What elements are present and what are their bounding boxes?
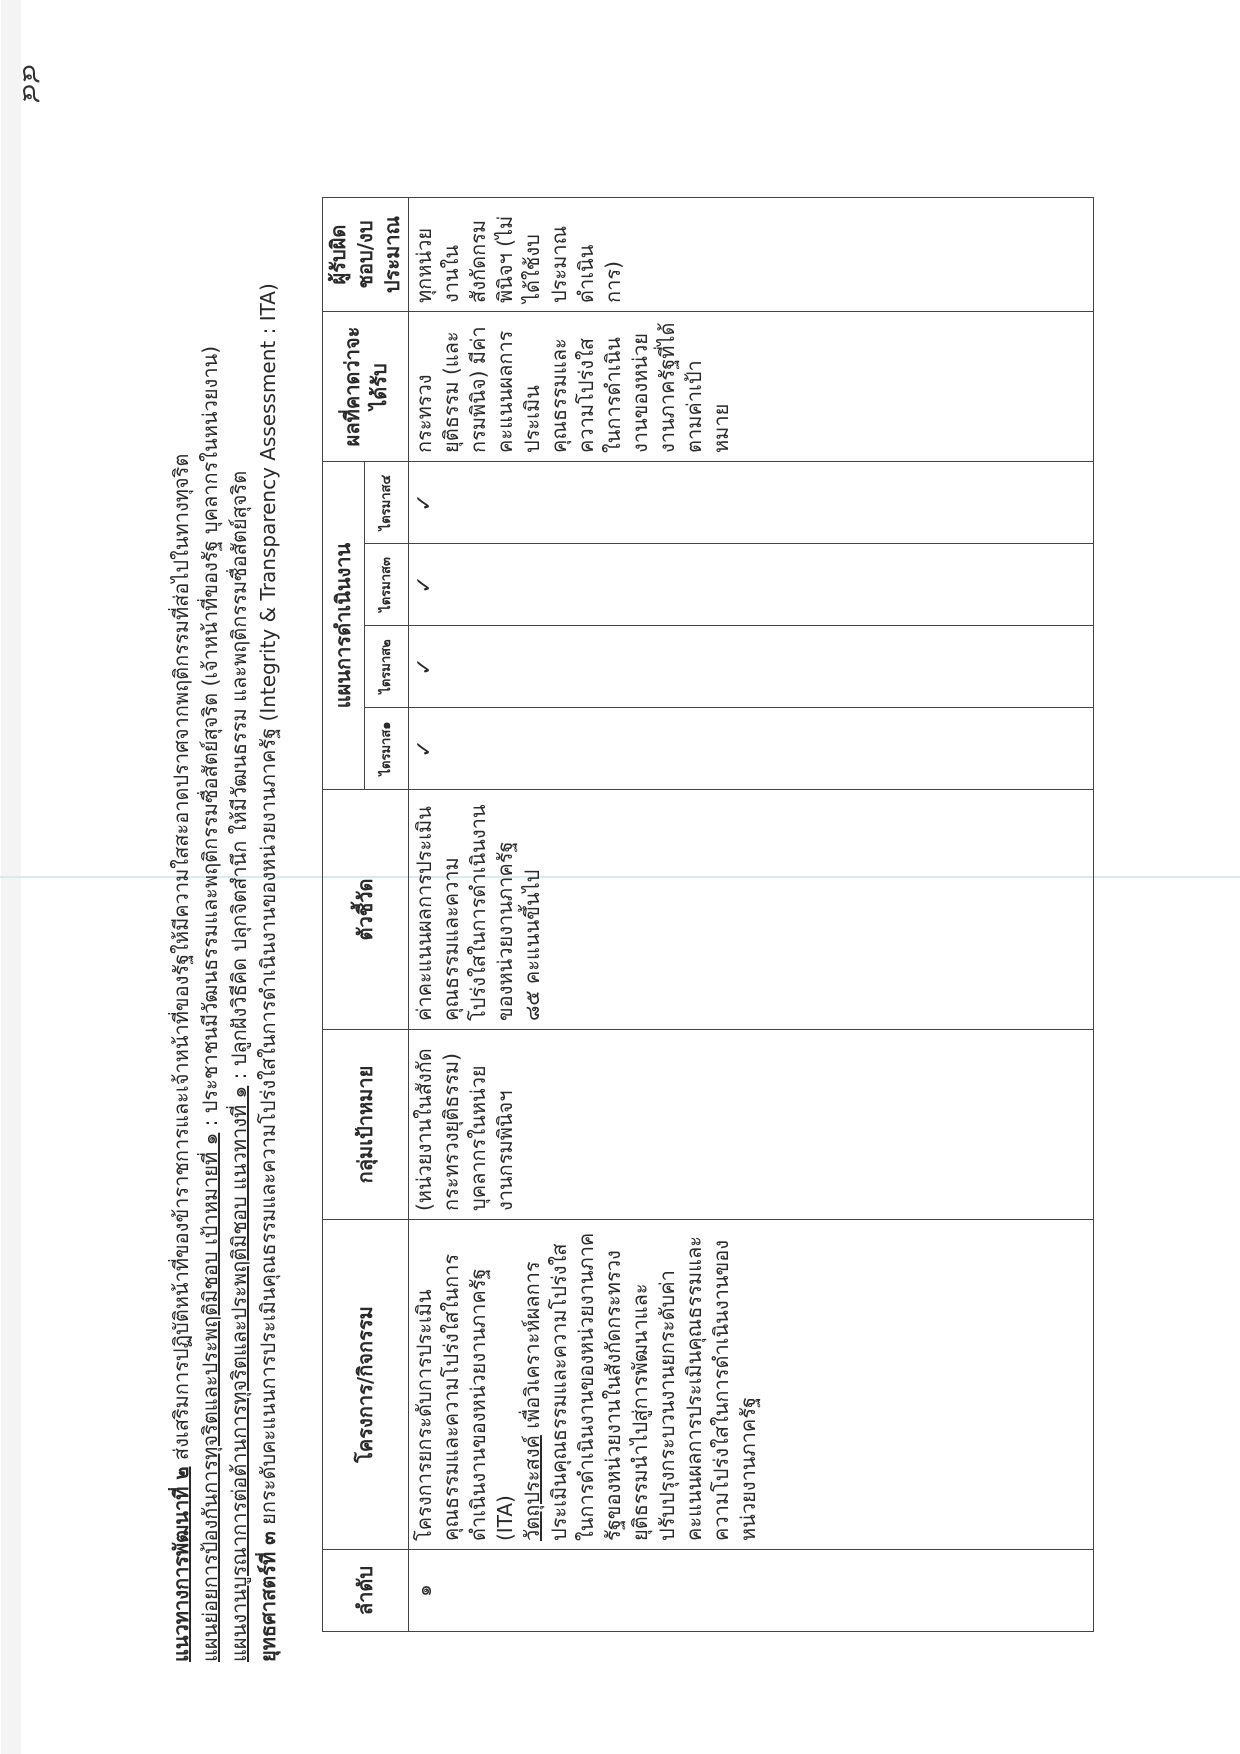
- cell-q3-check: ✓: [409, 544, 1094, 626]
- cell-target: (หน่วยงานในสังกัดกระทรวงยุติธรรม) บุคลากรในหน่วยงานกรมพินิจฯ: [409, 1030, 1094, 1220]
- cell-no: ๑: [409, 1550, 1094, 1632]
- header-q4: ไตรมาส๔: [364, 462, 408, 544]
- header-target: กลุ่มเป้าหมาย: [323, 1030, 409, 1220]
- plan-table: [322, 197, 1094, 1632]
- header-expected: ผลที่คาดว่าจะได้รับ: [323, 312, 409, 462]
- rotated-sheet: [168, 162, 1088, 1662]
- strategy-label: ยุทธศาสตร์ที่ ๓: [256, 1531, 280, 1662]
- header-project: โครงการ/กิจกรรม: [323, 1220, 409, 1550]
- header-indicator: ตัวชี้วัด: [323, 790, 409, 1030]
- cell-project: [409, 1220, 1094, 1550]
- subplan-text: : ประชาชนมีวัฒนธรรมและพฤติกรรมซื่อสัตย์สุจริต (เจ้าหน้าที่ของรัฐ บุคลากรในหน่วยงาน): [198, 345, 222, 1133]
- objective-label: วัตถุประสงค์: [520, 1435, 544, 1541]
- integration-label: แผนงานบูรณาการต่อต้านการทุจริตและประพฤติมิชอบ แนวทางที่ ๑: [227, 1085, 251, 1662]
- project-objective: [519, 1228, 762, 1541]
- guideline-text: ส่งเสริมการปฏิบัติหน้าที่ของข้าราชการและเจ้าหน้าที่ของรัฐให้มีความใสสะอาดปราศจากพฤติกรรมที่ส่อไปในทางทุจริต: [169, 453, 193, 1467]
- header-plan: แผนการดำเนินงาน: [323, 462, 365, 790]
- header-q2: ไตรมาส๒: [364, 626, 408, 708]
- subplan-label: แผนย่อยการป้องกันการทุจริตและประพฤติมิชอบ เป้าหมายที่ ๑: [198, 1132, 222, 1662]
- project-title: โครงการยกระดับการประเมินคุณธรรมและความโปร่งใสในการดำเนินงานของหน่วยงานภาครัฐ (ITA): [412, 1253, 517, 1541]
- strategy-line: [255, 162, 284, 1662]
- guideline-label: แนวทางการพัฒนาที่ ๒: [169, 1466, 193, 1662]
- integration-line: [226, 162, 255, 1662]
- cell-expected: กระทรวงยุติธรรม (และกรมพินิจ) มีค่าคะแนนผลการประเมินคุณธรรมและความโปร่งใสในการดำเนินงานของหน่วยงานภาครัฐที่ได้ตามค่าเป้าหมาย: [409, 312, 1094, 462]
- header-responsible: ผู้รับผิดชอบ/งบประมาณ: [323, 198, 409, 312]
- headings: [168, 162, 284, 1662]
- cell-responsible: ทุกหน่วยงานในสังกัดกรมพินิจฯ (ไม่ได้ใช้งบประมาณดำเนินการ): [409, 198, 1094, 312]
- page-number: ๔๔: [16, 64, 46, 104]
- indicator-1: ค่าคะแนนผลการประเมินคุณธรรมและความโปร่งใสในการดำเนินงานของหน่วยงานภาครัฐ: [412, 804, 517, 1021]
- cell-q1-check: ✓: [409, 708, 1094, 790]
- integration-text: : ปลูกฝังวิธีคิด ปลุกจิตสำนึก ให้มีวัฒนธรรม และพฤติกรรมซื่อสัตย์สุจริต: [227, 470, 251, 1086]
- cell-q4-check: ✓: [409, 462, 1094, 544]
- guideline-line: [168, 162, 197, 1662]
- header-no: ลำดับ: [323, 1550, 409, 1632]
- header-q1: ไตรมาส๑: [364, 708, 408, 790]
- objective-text: เพื่อวิเคราะห์ผลการประเมินคุณธรรมและความโปร่งใสในการดำเนินงานของหน่วยงานภาครัฐของหน่วยงานในสังกัดกระทรวงยุติธรรมนำไปสู่การพัฒนาและปรับปรุงกระบวนงานยกระดับค่าคะแนนผลการประเมินคุณธรรมและความโปร่งใสในการดำเนินงานของหน่วยงานภาครัฐ: [520, 1232, 760, 1541]
- table-row: [409, 198, 1094, 1632]
- cell-q2-check: ✓: [409, 626, 1094, 708]
- header-q3: ไตรมาส๓: [364, 544, 408, 626]
- indicator-2: ๘๕ คะแนนขึ้นไป: [520, 869, 544, 1021]
- cell-indicator: [409, 790, 1094, 1030]
- strategy-text: ยกระดับคะแนนการประเมินคุณธรรมและความโปร่งใสในการดำเนินงานของหน่วยงานภาครัฐ (Integrity & Transparency Assessment : ITA): [256, 283, 280, 1532]
- subplan-line: [197, 162, 226, 1662]
